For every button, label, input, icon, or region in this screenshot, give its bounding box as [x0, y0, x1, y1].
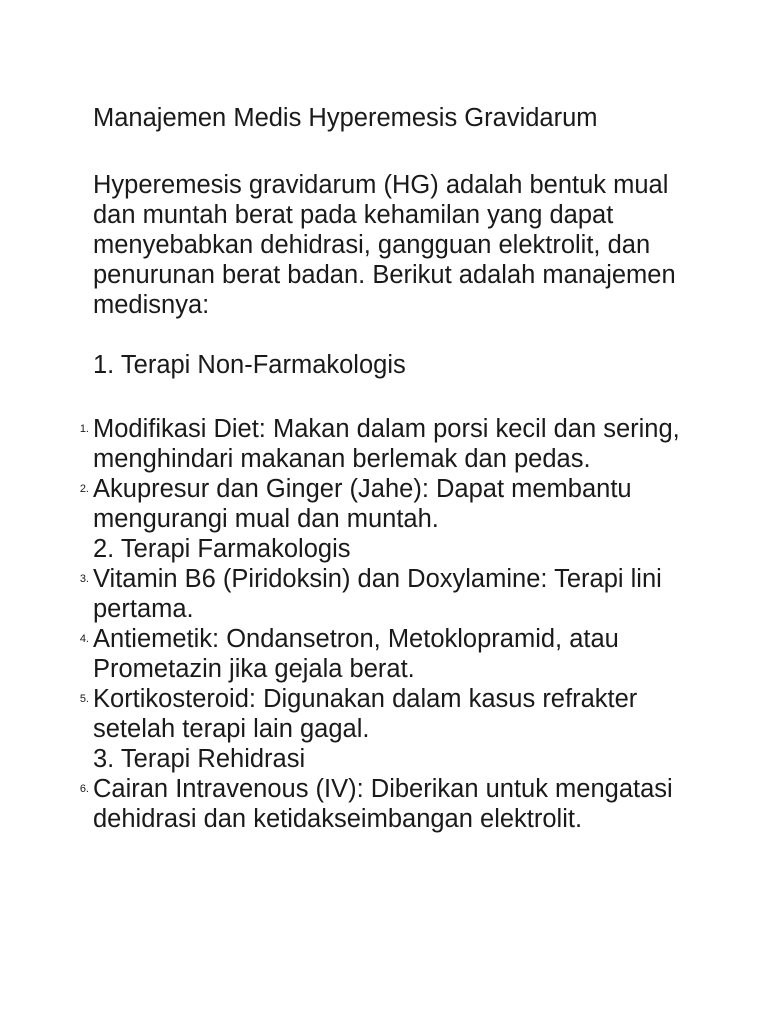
list-item-text: Modifikasi Diet: Makan dalam porsi kecil dan sering, menghindari makanan berlemak dan pedas.: [93, 415, 680, 473]
section-heading-rehidrasi: 3. Terapi Rehidrasi: [93, 745, 306, 773]
list-item-text: Cairan Intravenous (IV): Diberikan untuk mengatasi dehidrasi dan ketidakseimbangan elektrolit.: [93, 775, 673, 833]
list-item-text: Kortikosteroid: Digunakan dalam kasus refrakter setelah terapi lain gagal.: [93, 685, 638, 743]
intro-paragraph: Hyperemesis gravidarum (HG) adalah bentuk mual dan muntah berat pada kehamilan yang dapat menyebabkan dehidrasi, gangguan elektrolit, dan penurunan berat badan. Berikut adalah manajemen medisnya:: [93, 171, 676, 319]
list-item-text: Antiemetik: Ondansetron, Metoklopramid, atau Prometazin jika gejala berat.: [93, 625, 619, 683]
list-non-farmakologis: [79, 414, 683, 534]
list-item: [79, 624, 683, 684]
list-farmakologis: [79, 564, 683, 744]
list-item-text: Akupresur dan Ginger (Jahe): Dapat membantu mengurangi mual dan muntah.: [93, 475, 632, 533]
section-heading-farmakologis: 2. Terapi Farmakologis: [93, 535, 351, 563]
list-item-number: 2.: [79, 483, 89, 495]
list-item: [79, 564, 683, 624]
list-item-number: 4.: [79, 633, 89, 645]
list-item-number: 3.: [79, 573, 89, 585]
list-item-number: 5.: [79, 693, 89, 705]
section-heading-non-farmakologis: 1. Terapi Non-Farmakologis: [93, 351, 406, 379]
list-item: [79, 774, 683, 834]
list-item-number: 6.: [79, 783, 89, 795]
list-rehidrasi: [79, 774, 683, 834]
list-item: [79, 474, 683, 534]
document-title: Manajemen Medis Hyperemesis Gravidarum: [93, 104, 598, 132]
list-item-text: Vitamin B6 (Piridoksin) dan Doxylamine: Terapi lini pertama.: [93, 565, 662, 623]
list-item: [79, 414, 683, 474]
list-item: [79, 684, 683, 744]
list-item-number: 1.: [79, 423, 89, 435]
document-page: [79, 100, 683, 834]
